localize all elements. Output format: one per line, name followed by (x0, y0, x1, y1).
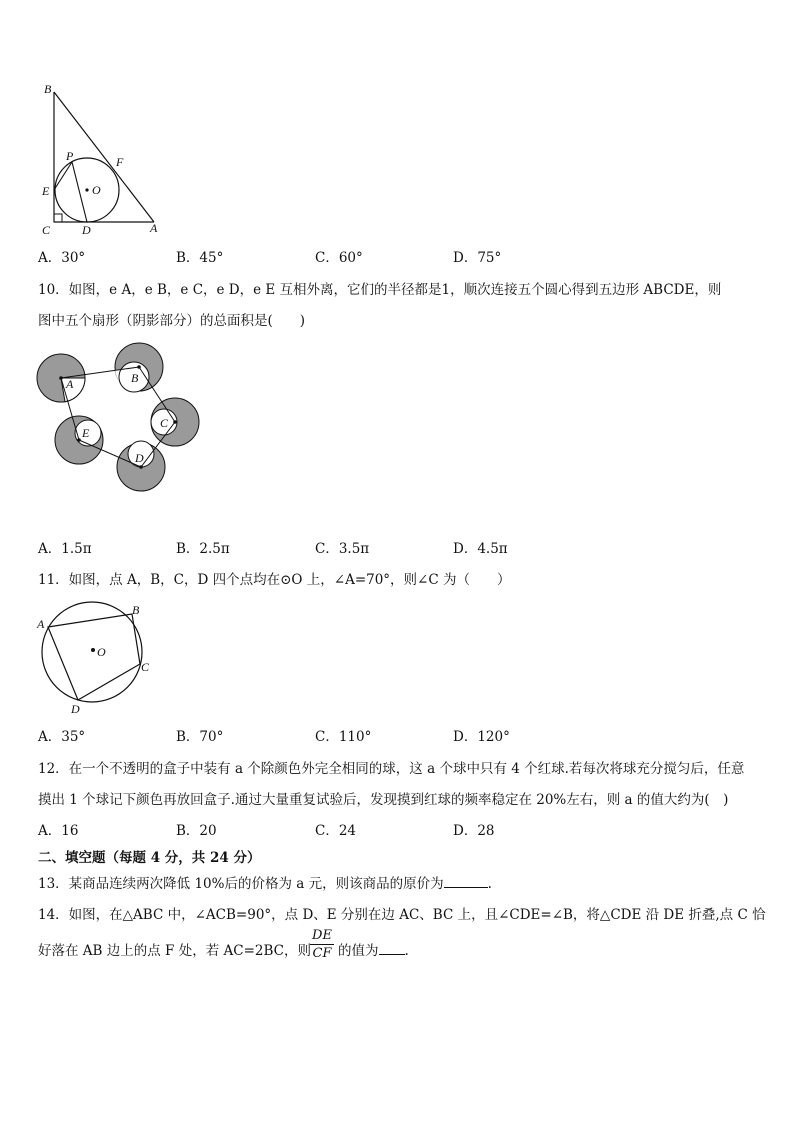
q11-label-D: D (71, 702, 80, 716)
q10-option-c[interactable]: C．3.5π (315, 541, 370, 557)
q14-fraction-denominator: CF (312, 946, 332, 961)
q10-option-b[interactable]: B．2.5π (176, 541, 230, 557)
q9-figure (36, 80, 166, 240)
q13-text (38, 875, 492, 893)
q10-text-line1: 10．如图，e A，e B，e C，e D，e E 互相外离，它们的半径都是1，顺次连接五个圆心得到五边形 ABCDE，则 (38, 282, 722, 298)
q14-text-end: . (404, 943, 409, 959)
q10-option-a[interactable]: A．1.5π (38, 541, 92, 557)
q13-answer-blank[interactable] (444, 875, 488, 888)
q11-figure (34, 600, 164, 720)
q9-option-d[interactable]: D．75° (453, 250, 502, 266)
q11-label-C: C (141, 660, 150, 674)
q11-option-c[interactable]: C．110° (315, 729, 372, 745)
q10-option-d[interactable]: D．4.5π (453, 541, 508, 557)
q10-label-E: E (82, 426, 90, 440)
q10-label-B: B (131, 371, 139, 385)
q13-text-end: . (487, 876, 492, 892)
q12-text-line1: 12．在一个不透明的盒子中装有 a 个除颜色外完全相同的球，这 a 个球中只有 4 个红球.若每次将球充分搅匀后，任意 (38, 761, 745, 777)
q11-option-d[interactable]: D．120° (453, 729, 510, 745)
q9-label-E: E (42, 184, 50, 198)
q12-option-d[interactable]: D．28 (453, 823, 495, 839)
q9-option-a[interactable]: A．30° (38, 250, 86, 266)
q9-option-c[interactable]: C．60° (315, 250, 363, 266)
q14-text-line2b (338, 942, 409, 960)
q14-fraction (309, 928, 335, 961)
q9-label-P: P (66, 149, 74, 163)
q10-text-line2: 图中五个扇形（阴影部分）的总面积是( ) (38, 313, 306, 329)
q12-option-c[interactable]: C．24 (315, 823, 357, 839)
q14-answer-blank[interactable] (379, 942, 405, 955)
q9-label-B: B (44, 82, 52, 96)
q11-label-A: A (37, 617, 45, 631)
q14-text-line1: 14．如图，在△ABC 中，∠ACB=90°，点 D、E 分别在边 AC、BC 上，且∠CDE=∠B，将△CDE 沿 DE 折叠,点 C 恰 (38, 907, 766, 923)
q10-label-D: D (135, 451, 144, 465)
q14-fraction-numerator: DE (312, 928, 332, 943)
q12-option-a[interactable]: A．16 (38, 823, 79, 839)
q9-option-b[interactable]: B．45° (176, 250, 224, 266)
q9-label-O: O (92, 183, 101, 197)
q12-text-line2: 摸出 1 个球记下颜色再放回盒子.通过大量重复试验后，发现摸到红球的频率稳定在 20%左右，则 a 的值大约为( ) (38, 792, 729, 808)
q12-option-b[interactable]: B．20 (176, 823, 217, 839)
q9-label-C: C (42, 223, 51, 237)
q14-fraction-bar (310, 944, 334, 945)
q11-label-O: O (97, 645, 106, 659)
q14-text-line2a: 好落在 AB 边上的点 F 处，若 AC=2BC，则 (38, 943, 311, 959)
q14-text-line2b-body: 的值为 (338, 943, 379, 959)
section-title-fill-in: 二、填空题（每题 4 分，共 24 分） (38, 850, 261, 866)
q9-label-A: A (150, 221, 158, 235)
q10-label-A: A (66, 377, 74, 391)
q11-option-b[interactable]: B．70° (176, 729, 224, 745)
q10-label-C: C (160, 416, 169, 430)
q11-option-a[interactable]: A．35° (38, 729, 86, 745)
q9-label-D: D (82, 223, 91, 237)
q11-text-line1: 11．如图，点 A，B，C，D 四个点均在⊙O 上，∠A=70°，则∠C 为（ ） (38, 572, 511, 588)
q11-label-B: B (132, 603, 140, 617)
q9-label-F: F (116, 155, 124, 169)
q10-figure (34, 340, 204, 496)
q13-text-body: 13．某商品连续两次降低 10%后的价格为 a 元，则该商品的原价为 (38, 876, 444, 892)
